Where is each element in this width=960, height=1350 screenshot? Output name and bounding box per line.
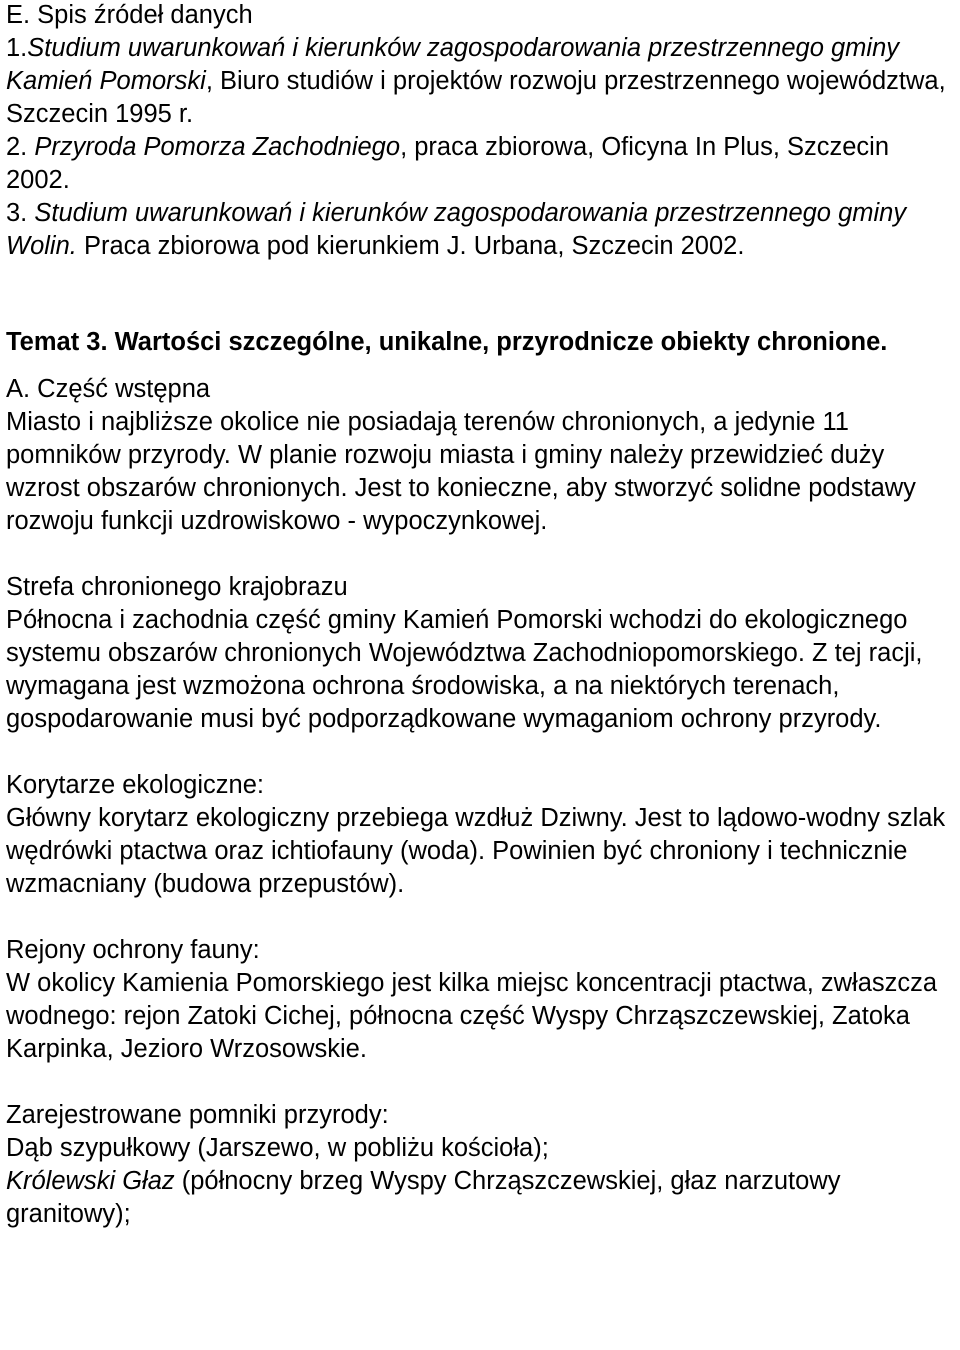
- monument-1-text: Dąb szypułkowy (Jarszewo, w pobliżu kościoła);: [6, 1134, 549, 1162]
- source-item-1: [6, 32, 954, 131]
- landscape-zone-heading: Strefa chronionego krajobrazu: [6, 573, 348, 601]
- source-item-3: [6, 197, 954, 263]
- corridors-section: [6, 769, 954, 901]
- intro-heading: A. Część wstępna: [6, 375, 211, 403]
- source-2-number: 2.: [6, 133, 35, 161]
- source-2-title: Przyroda Pomorza Zachodniego: [34, 133, 401, 161]
- source-1-title: Studium uwarunkowań i kierunków zagospodarowania przestrzennego gminy Kamień Pomorski: [6, 34, 900, 95]
- corridors-text: Główny korytarz ekologiczny przebiega wzdłuż Dziwny. Jest to lądowo-wodny szlak wędrówki ptactwa oraz ichtiofauny (woda). Powinien być chroniony i technicznie wzmacniany (budowa przepustów).: [6, 804, 946, 898]
- sources-heading: E. Spis źródeł danych: [6, 1, 253, 29]
- monuments-heading: Zarejestrowane pomniki przyrody:: [6, 1101, 389, 1129]
- source-3-details: Praca zbiorowa pod kierunkiem J. Urbana, Szczecin 2002.: [76, 232, 745, 260]
- monument-2-name: Królewski Głaz: [6, 1167, 175, 1195]
- monument-item-1: [6, 1132, 954, 1165]
- landscape-zone-text: Północna i zachodnia część gminy Kamień Pomorski wchodzi do ekologicznego systemu obszarów chronionych Województwa Zachodniopomorskiego. Z tej racji, wymagana jest wzmożona ochrona środowiska, a na niektórych terenach, gospodarowanie musi być podporządkowane wymaganiom ochrony przyrody.: [6, 606, 923, 733]
- source-3-number: 3.: [6, 199, 35, 227]
- corridors-heading: Korytarze ekologiczne:: [6, 771, 264, 799]
- intro-section: [6, 373, 954, 538]
- monuments-section: [6, 1099, 954, 1231]
- monument-item-2: [6, 1165, 954, 1231]
- sources-section: [6, 0, 954, 263]
- source-2-details: , praca zbiorowa, Oficyna In Plus, Szczecin 2002.: [6, 133, 890, 194]
- fauna-text: W okolicy Kamienia Pomorskiego jest kilka miejsc koncentracji ptactwa, zwłaszcza wodnego: rejon Zatoki Cichej, północna część Wyspy Chrząszczewskiej, Zatoka Karpinka, Jezioro Wrzosowskie.: [6, 969, 938, 1063]
- source-3-title: Studium uwarunkowań i kierunków zagospodarowania przestrzennego gminy Wolin.: [6, 199, 907, 260]
- source-item-2: [6, 131, 954, 197]
- topic-title: Temat 3. Wartości szczególne, unikalne, przyrodnicze obiekty chronione.: [6, 328, 888, 356]
- fauna-section: [6, 934, 954, 1066]
- monument-2-text: (północny brzeg Wyspy Chrząszczewskiej, głaz narzutowy granitowy);: [6, 1167, 841, 1228]
- source-1-number: 1.: [6, 34, 28, 62]
- fauna-heading: Rejony ochrony fauny:: [6, 936, 260, 964]
- source-1-details: , Biuro studiów i projektów rozwoju przestrzennego województwa, Szczecin 1995 r.: [6, 67, 946, 128]
- document-page: [6, 0, 954, 1231]
- intro-text: Miasto i najbliższe okolice nie posiadają terenów chronionych, a jedynie 11 pomników przyrody. W planie rozwoju miasta i gminy należy przewidzieć duży wzrost obszarów chronionych. Jest to konieczne, aby stworzyć solidne podstawy rozwoju funkcji uzdrowiskowo - wypoczynkowej.: [6, 408, 916, 535]
- landscape-zone-section: [6, 571, 954, 736]
